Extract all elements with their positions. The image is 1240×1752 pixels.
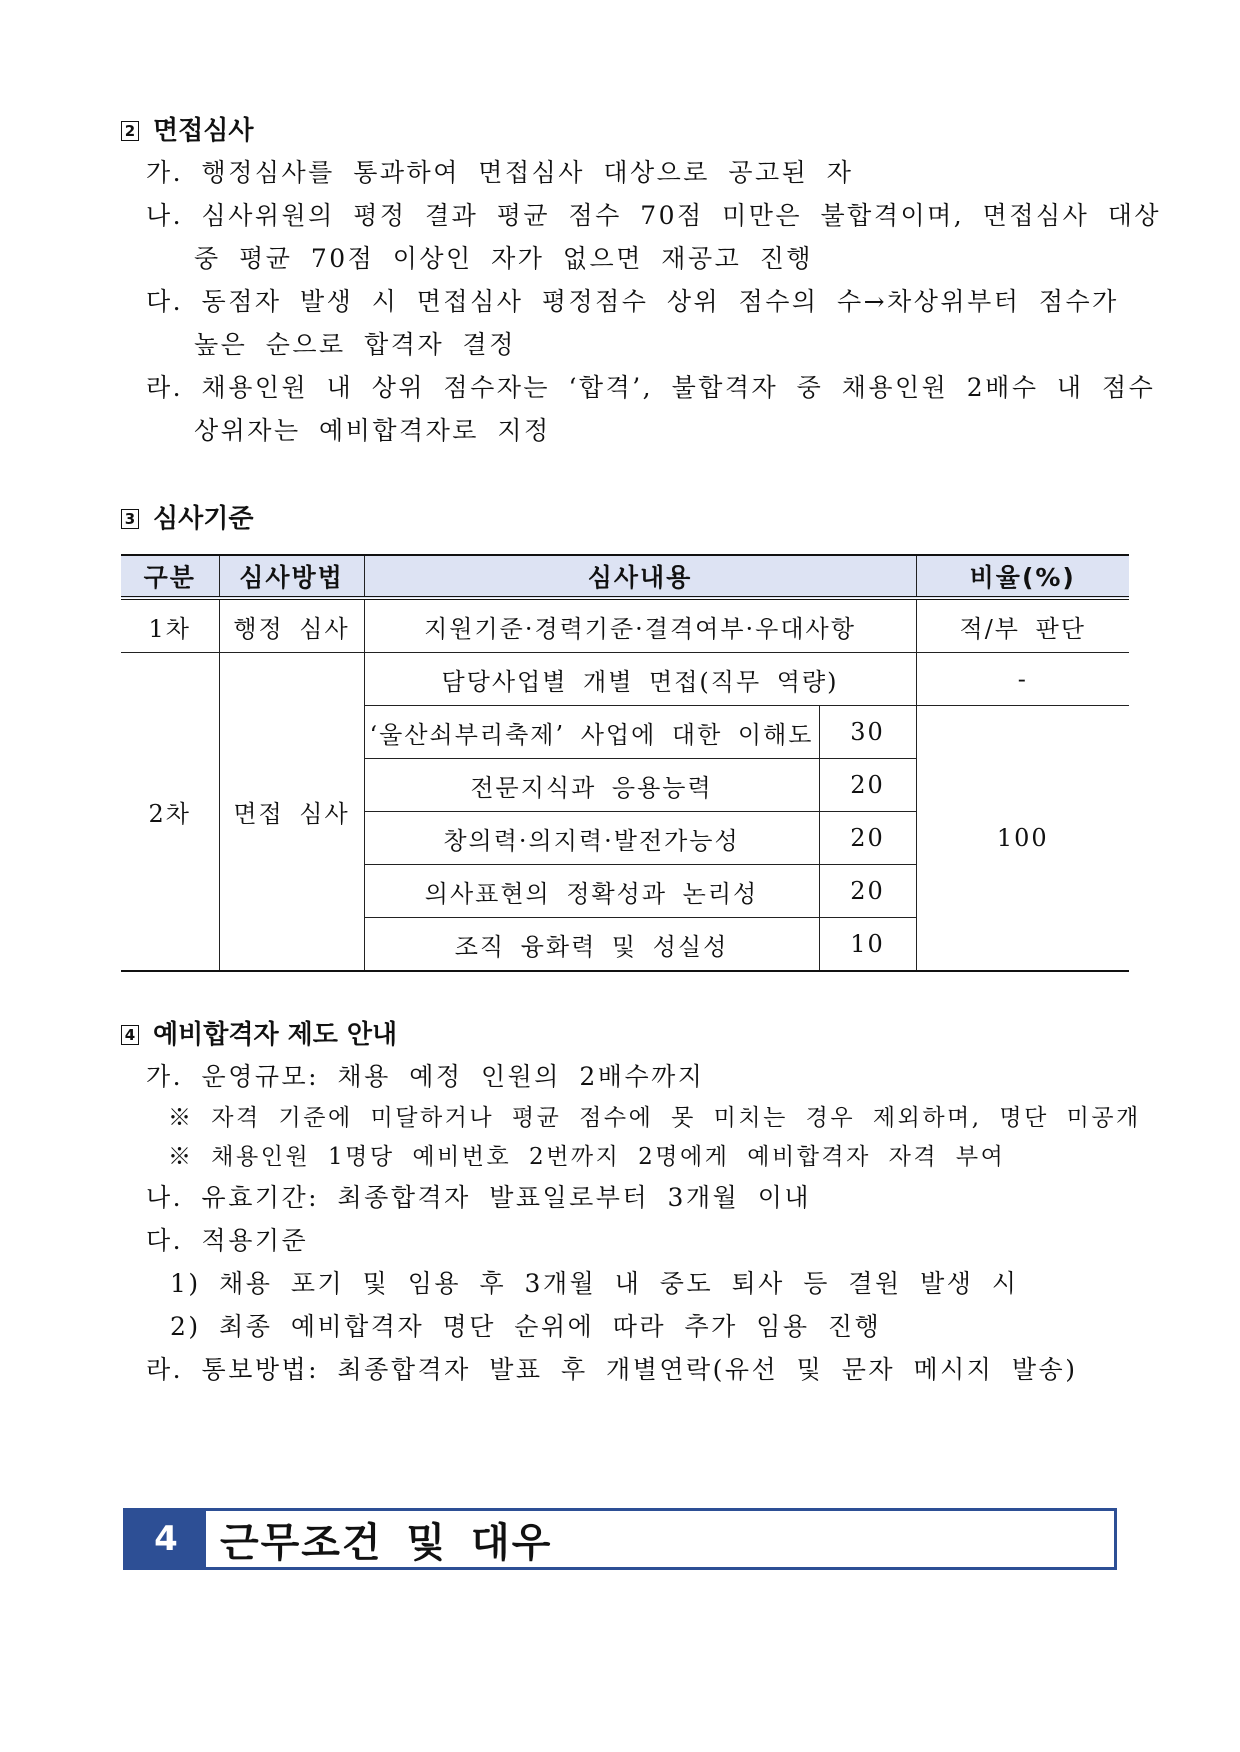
chapter-title: 근무조건 및 대우 (220, 1519, 553, 1566)
section-title: 심사기준 (153, 504, 254, 534)
header-method: 심사방법 (219, 555, 364, 598)
reserve-item-ra: 라. 통보방법: 최종합격자 발표 후 개별연락(유선 및 문자 메시지 발송) (146, 1355, 1078, 1384)
table-row (121, 653, 1129, 706)
section-heading-criteria (121, 502, 253, 536)
cell-item-label: 의사표현의 정확성과 논리성 (364, 865, 819, 918)
chapter-number: 4 (126, 1511, 206, 1567)
cell-item-label: 전문지식과 응용능력 (364, 759, 819, 812)
chapter-banner (123, 1508, 1117, 1570)
cell-item-score: 20 (819, 865, 916, 918)
cell-item-label: 조직 융화력 및 성실성 (364, 918, 819, 972)
reserve-subitem-1: 1) 채용 포기 및 임용 후 3개월 내 중도 퇴사 등 결원 발생 시 (170, 1269, 1019, 1298)
section-number-box: 4 (121, 1025, 139, 1045)
cell-item-label: 창의력·의지력·발전가능성 (364, 812, 819, 865)
header-content: 심사내용 (364, 555, 916, 598)
cell-content: 담당사업별 개별 면접(직무 역량) (364, 653, 916, 706)
interview-item-na-cont: 중 평균 70점 이상인 자가 없으면 재공고 진행 (194, 244, 813, 273)
header-stage: 구분 (121, 555, 219, 598)
section-heading-interview (121, 114, 253, 148)
section-heading-reserve (121, 1018, 397, 1052)
table-header-row (121, 555, 1129, 598)
cell-ratio: - (916, 653, 1129, 706)
table-row (121, 598, 1129, 653)
interview-item-da-cont: 높은 순으로 합격자 결정 (194, 330, 516, 359)
interview-item-na: 나. 심사위원의 평정 결과 평균 점수 70점 미만은 불합격이며, 면접심사 대상 (146, 201, 1162, 230)
header-ratio: 비율(%) (916, 555, 1129, 598)
cell-item-score: 30 (819, 706, 916, 759)
cell-ratio: 적/부 판단 (916, 598, 1129, 653)
cell-item-score: 20 (819, 759, 916, 812)
interview-item-ga: 가. 행정심사를 통과하여 면접심사 대상으로 공고된 자 (146, 158, 854, 187)
cell-stage: 1차 (121, 598, 219, 653)
section-title: 예비합격자 제도 안내 (153, 1020, 398, 1050)
interview-item-da: 다. 동점자 발생 시 면접심사 평정점수 상위 점수의 수→차상위부터 점수가 (146, 287, 1119, 316)
reserve-note-1: ※ 자격 기준에 미달하거나 평균 점수에 못 미치는 경우 제외하며, 명단 미공개 (168, 1105, 1141, 1131)
cell-content: 지원기준·경력기준·결격여부·우대사항 (364, 598, 916, 653)
reserve-subitem-2: 2) 최종 예비합격자 명단 순위에 따라 추가 임용 진행 (170, 1312, 882, 1341)
interview-item-ra-cont: 상위자는 예비합격자로 지정 (194, 416, 551, 445)
section-number-box: 2 (121, 121, 139, 141)
cell-item-label: ‘울산쇠부리축제’ 사업에 대한 이해도 (364, 706, 819, 759)
criteria-table (121, 554, 1129, 972)
cell-ratio-total: 100 (916, 706, 1129, 972)
cell-method: 면접 심사 (219, 653, 364, 972)
cell-item-score: 10 (819, 918, 916, 972)
reserve-item-ga: 가. 운영규모: 채용 예정 인원의 2배수까지 (146, 1062, 705, 1091)
cell-method: 행정 심사 (219, 598, 364, 653)
reserve-item-na: 나. 유효기간: 최종합격자 발표일로부터 3개월 이내 (146, 1183, 812, 1212)
cell-item-score: 20 (819, 812, 916, 865)
cell-stage: 2차 (121, 653, 219, 972)
reserve-item-da: 다. 적용기준 (146, 1226, 309, 1255)
interview-item-ra: 라. 채용인원 내 상위 점수자는 ‘합격’, 불합격자 중 채용인원 2배수 내 점수 (146, 373, 1156, 402)
reserve-note-2: ※ 채용인원 1명당 예비번호 2번까지 2명에게 예비합격자 자격 부여 (168, 1144, 1006, 1170)
section-number-box: 3 (121, 509, 139, 529)
section-title: 면접심사 (153, 116, 254, 146)
